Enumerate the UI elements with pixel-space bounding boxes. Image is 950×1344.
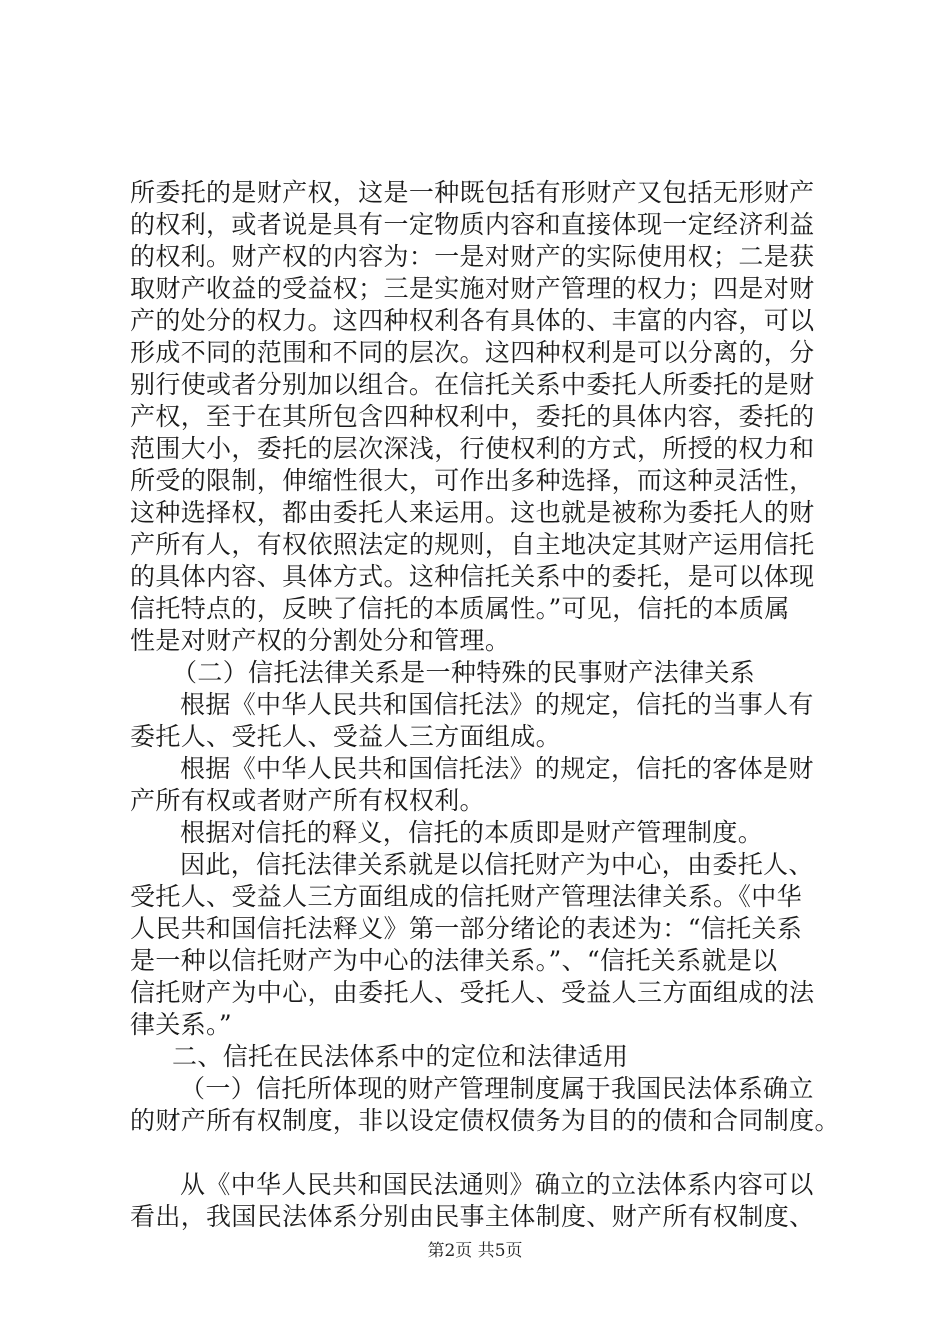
body-line: 的财产所有权制度，非以设定债权债务为目的的债和合同制度。 [130, 1106, 840, 1135]
body-line: 性是对财产权的分割处分和管理。 [130, 626, 511, 655]
body-line: 信托特点的，反映了信托的本质属性。”可见，信托的本质属 [130, 594, 790, 623]
body-line: 所受的限制，伸缩性很大，可作出多种选择，而这种灵活性， [130, 466, 815, 495]
body-line: 产所有人，有权依照法定的规则，自主地决定其财产运用信托 [130, 530, 815, 559]
body-line: 因此，信托法律关系就是以信托财产为中心，由委托人、 [180, 850, 814, 879]
body-line: 人民共和国信托法释义》第一部分绪论的表述为：“信托关系 [130, 914, 803, 943]
body-line: 范围大小，委托的层次深浅，行使权利的方式，所授的权力和 [130, 434, 815, 463]
body-line: 从《中华人民共和国民法通则》确立的立法体系内容可以 [180, 1170, 814, 1199]
body-line: 别行使或者分别加以组合。在信托关系中委托人所委托的是财 [130, 370, 815, 399]
body-line: 的权利。财产权的内容为：一是对财产的实际使用权；二是获 [130, 242, 815, 271]
body-line: 取财产收益的受益权；三是实施对财产管理的权力；四是对财 [130, 274, 815, 303]
body-line: 产权，至于在其所包含四种权利中，委托的具体内容，委托的 [130, 402, 815, 431]
body-line: 所委托的是财产权，这是一种既包括有形财产又包括无形财产 [130, 178, 815, 207]
body-line: 根据对信托的释义，信托的本质即是财产管理制度。 [180, 818, 764, 847]
body-line: 根据《中华人民共和国信托法》的规定，信托的客体是财 [180, 754, 814, 783]
body-line: 律关系。” [130, 1010, 233, 1039]
body-line: 委托人、受托人、受益人三方面组成。 [130, 722, 561, 751]
body-line: 形成不同的范围和不同的层次。这四种权利是可以分离的，分 [130, 338, 815, 367]
body-line: 产所有权或者财产所有权权利。 [130, 786, 485, 815]
body-line: 根据《中华人民共和国信托法》的规定，信托的当事人有 [180, 690, 814, 719]
body-line: 受托人、受益人三方面组成的信托财产管理法律关系。《中华 [130, 882, 802, 911]
body-line: 信托财产为中心，由委托人、受托人、受益人三方面组成的法 [130, 978, 815, 1007]
body-line: 这种选择权，都由委托人来运用。这也就是被称为委托人的财 [130, 498, 815, 527]
section-heading: 二、信托在民法体系中的定位和法律适用 [172, 1042, 629, 1071]
section-heading: （二）信托法律关系是一种特殊的民事财产法律关系 [172, 658, 756, 687]
body-line: 看出，我国民法体系分别由民事主体制度、财产所有权制度、 [130, 1202, 815, 1231]
page-footer: 第2页 共5页 [427, 1241, 523, 1261]
body-line: 的权利，或者说是具有一定物质内容和直接体现一定经济利益 [130, 210, 815, 239]
body-line: 是一种以信托财产为中心的法律关系。”、“信托关系就是以 [130, 946, 778, 975]
subsection-heading: （一）信托所体现的财产管理制度属于我国民法体系确立 [180, 1074, 814, 1103]
body-line: 的具体内容、具体方式。这种信托关系中的委托，是可以体现 [130, 562, 815, 591]
body-line: 产的处分的权力。这四种权利各有具体的、丰富的内容，可以 [130, 306, 815, 335]
